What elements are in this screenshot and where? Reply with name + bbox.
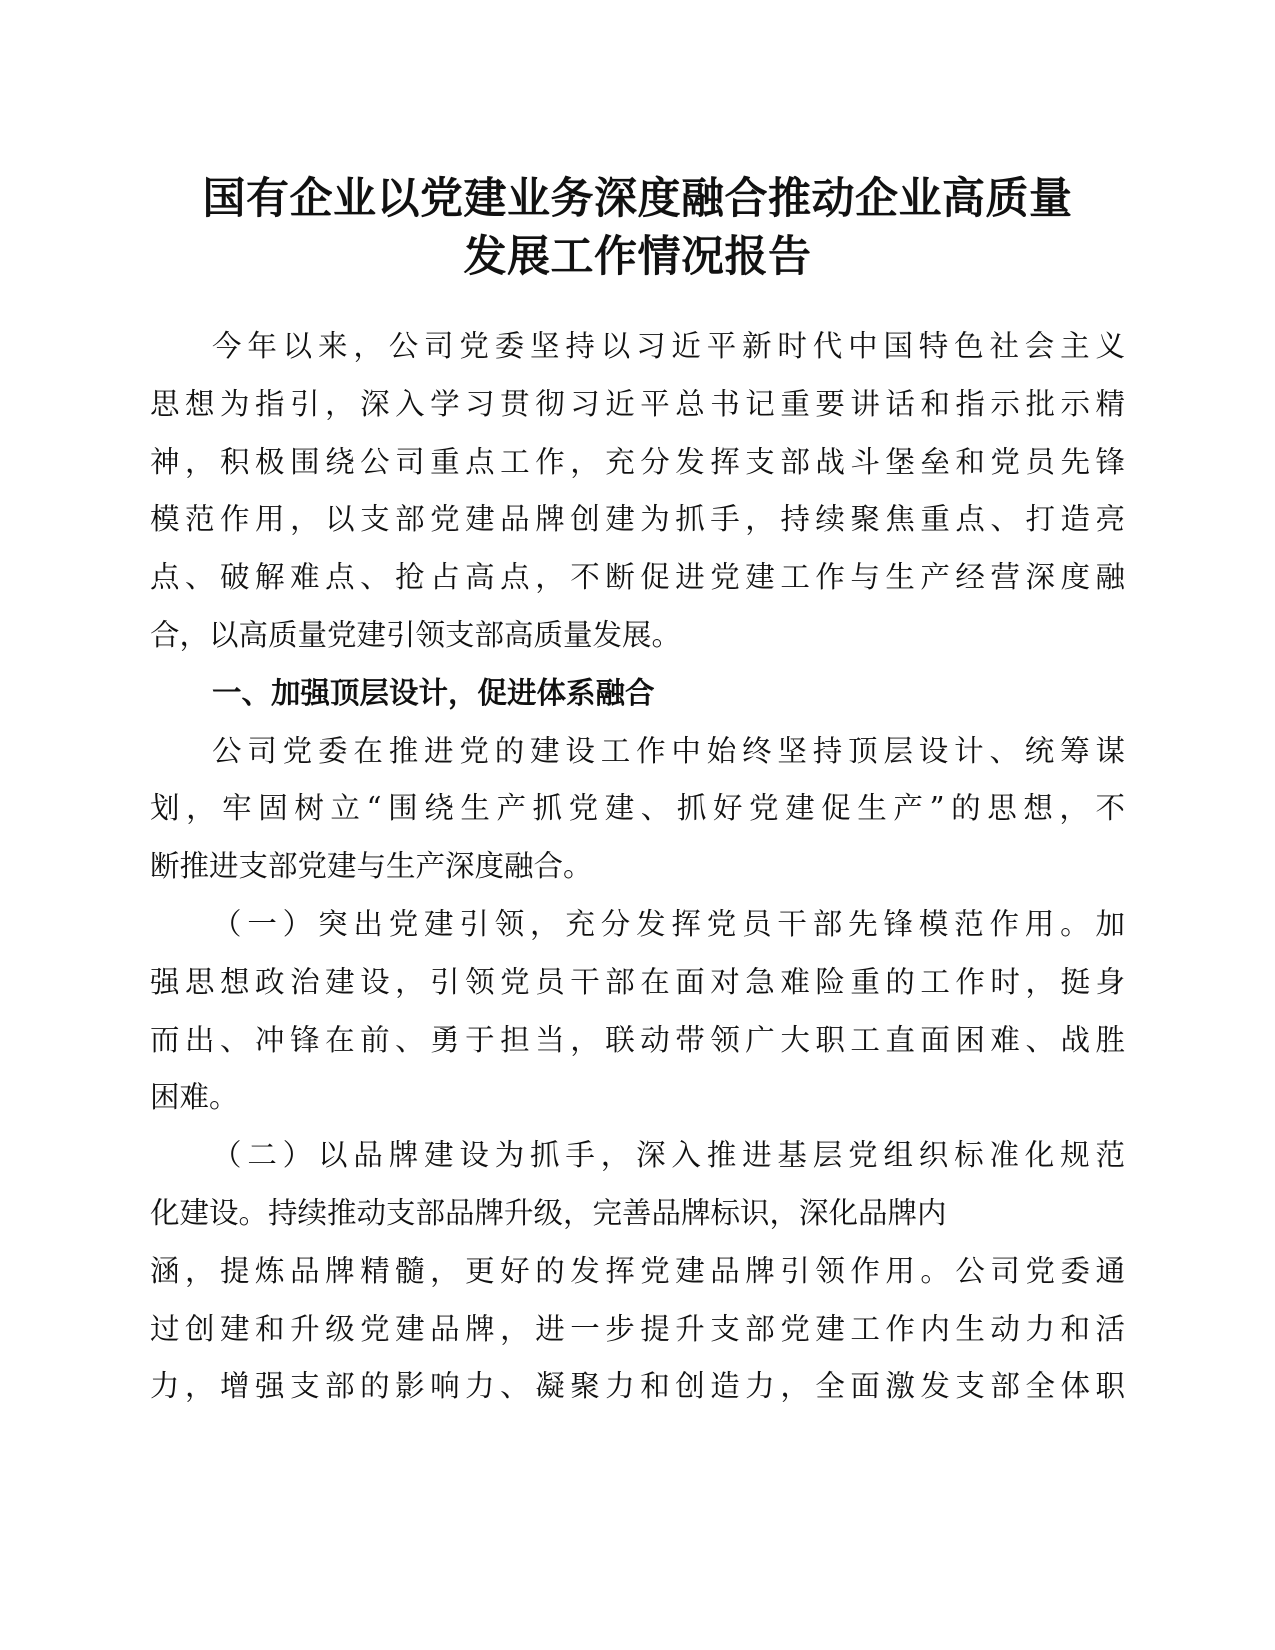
body-line: 模范作用，以支部党建品牌创建为抓手，持续聚焦重点、打造亮 <box>150 502 1125 537</box>
body-line: 过创建和升级党建品牌，进一步提升支部党建工作内生动力和活 <box>150 1311 1125 1346</box>
body-line: 公司党委在推进党的建设工作中始终坚持顶层设计、统筹谋 <box>212 733 1125 768</box>
body-line: 今年以来，公司党委坚持以习近平新时代中国特色社会主义 <box>212 329 1125 363</box>
subsection-line: （二）以品牌建设为抓手，深入推进基层党组织标准化规范 <box>212 1138 1125 1173</box>
body-line: 化建设。持续推动支部品牌升级，完善品牌标识，深化品牌内 <box>150 1195 947 1230</box>
subsection-line: （一）突出党建引领，充分发挥党员干部先锋模范作用。加 <box>212 906 1125 941</box>
body-line: 断推进支部党建与生产深度融合。 <box>150 849 593 884</box>
body-line: 神，积极围绕公司重点工作，充分发挥支部战斗堡垒和党员先锋 <box>150 444 1125 479</box>
body-line: 划，牢固树立“围绕生产抓党建、抓好党建促生产”的思想，不 <box>150 791 1125 826</box>
section-heading: 一、加强顶层设计，促进体系融合 <box>212 675 655 710</box>
body-line: 困难。 <box>150 1080 239 1115</box>
body-line: 力，增强支部的影响力、凝聚力和创造力，全面激发支部全体职 <box>150 1369 1125 1404</box>
title-line-2: 发展工作情况报告 <box>463 232 812 282</box>
body-line: 合，以高质量党建引领支部高质量发展。 <box>150 617 682 652</box>
document-title <box>150 170 1125 286</box>
body-line: 强思想政治建设，引领党员干部在面对急难险重的工作时，挺身 <box>150 964 1125 999</box>
body-line: 而出、冲锋在前、勇于担当，联动带领广大职工直面困难、战胜 <box>150 1022 1125 1057</box>
title-line-1: 国有企业以党建业务深度融合推动企业高质量 <box>202 174 1073 224</box>
body-line: 点、破解难点、抢占高点，不断促进党建工作与生产经营深度融 <box>150 560 1125 595</box>
body-line: 思想为指引，深入学习贯彻习近平总书记重要讲话和指示批示精 <box>150 386 1125 421</box>
document-body <box>150 318 1125 1416</box>
body-line: 涵，提炼品牌精髓，更好的发挥党建品牌引领作用。公司党委通 <box>150 1253 1125 1288</box>
